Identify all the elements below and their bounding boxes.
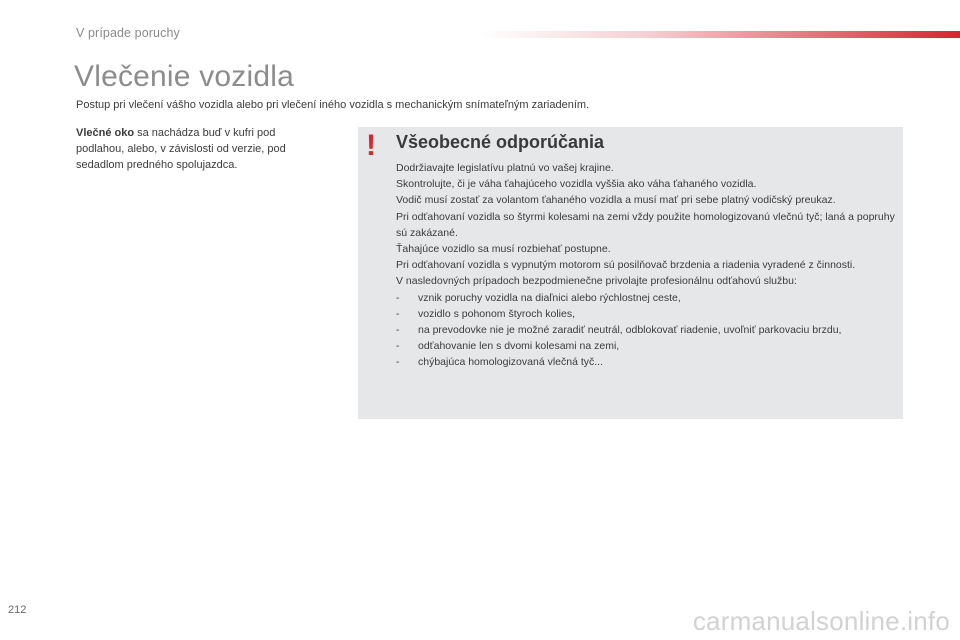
advice-list	[396, 290, 898, 371]
advice-paragraph: Vodič musí zostať za volantom ťahaného vozidla a musí mať pri sebe platný vodičský preukaz.	[396, 194, 836, 207]
watermark: carmanualsonline.info	[692, 606, 950, 636]
section-header: V prípade poruchy	[76, 26, 180, 40]
advice-paragraph: Pri odťahovaní vozidla s vypnutým motorom sú posilňovač brzdenia a riadenia vyradené z činnosti.	[396, 259, 856, 272]
advice-paragraph: Dodržiavajte legislatívu platnú vo vašej krajine.	[396, 162, 614, 174]
list-item: - vznik poruchy vozidla na diaľnici alebo rýchlostnej ceste,	[396, 291, 681, 304]
advice-paragraph: Ťahajúce vozidlo sa musí rozbiehať postupne.	[396, 243, 611, 256]
intro-text: Postup pri vlečení vášho vozidla alebo pri vlečení iného vozidla s mechanickým snímateľným zariadením.	[76, 99, 590, 111]
list-item: - vozidlo s pohonom štyroch kolies,	[396, 307, 575, 320]
advice-body	[396, 160, 898, 371]
list-item-text: vznik poruchy vozidla na diaľnici alebo rýchlostnej ceste,	[418, 291, 681, 304]
advice-paragraph: V nasledovných prípadoch bezpodmienečne privolajte profesionálnu odťahovú službu:	[396, 275, 797, 288]
page-number: 212	[8, 604, 27, 616]
general-advice-box	[358, 127, 903, 419]
list-item: - odťahovanie len s dvomi kolesami na zemi,	[396, 340, 620, 353]
advice-paragraph: Skontrolujte, či je váha ťahajúceho vozidla vyššia ako váha ťahaného vozidla.	[396, 178, 757, 191]
advice-title: Všeobecné odporúčania	[396, 132, 605, 152]
list-item-text: na prevodovke nie je možné zaradiť neutrál, odblokovať riadenie, uvoľniť parkovaciu brzdu,	[418, 324, 842, 337]
towing-eye-text: sa nachádza buď v kufri pod podlahou, alebo, v závislosti od verzie, pod sedadlom predného spolujazdca.	[76, 127, 286, 171]
exclamation-icon: !	[366, 129, 376, 162]
towing-eye-note	[76, 125, 326, 173]
header-accent-bar	[480, 31, 960, 38]
list-item: - na prevodovke nie je možné zaradiť neutrál, odblokovať riadenie, uvoľniť parkovaciu brzdu,	[396, 324, 842, 337]
towing-eye-label: Vlečné oko	[76, 127, 135, 139]
advice-paragraph: Pri odťahovaní vozidla so štyrmi kolesami na zemi vždy použite homologizovanú vlečnú tyč; laná a popruhy sú zakázané.	[396, 210, 895, 239]
list-item-text: odťahovanie len s dvomi kolesami na zemi,	[418, 340, 620, 353]
page-title: Vlečenie vozidla	[74, 60, 294, 93]
list-item: - chýbajúca homologizovaná vlečná tyč...	[396, 356, 604, 369]
list-item-text: vozidlo s pohonom štyroch kolies,	[418, 307, 575, 320]
list-item-text: chýbajúca homologizovaná vlečná tyč...	[418, 356, 604, 369]
